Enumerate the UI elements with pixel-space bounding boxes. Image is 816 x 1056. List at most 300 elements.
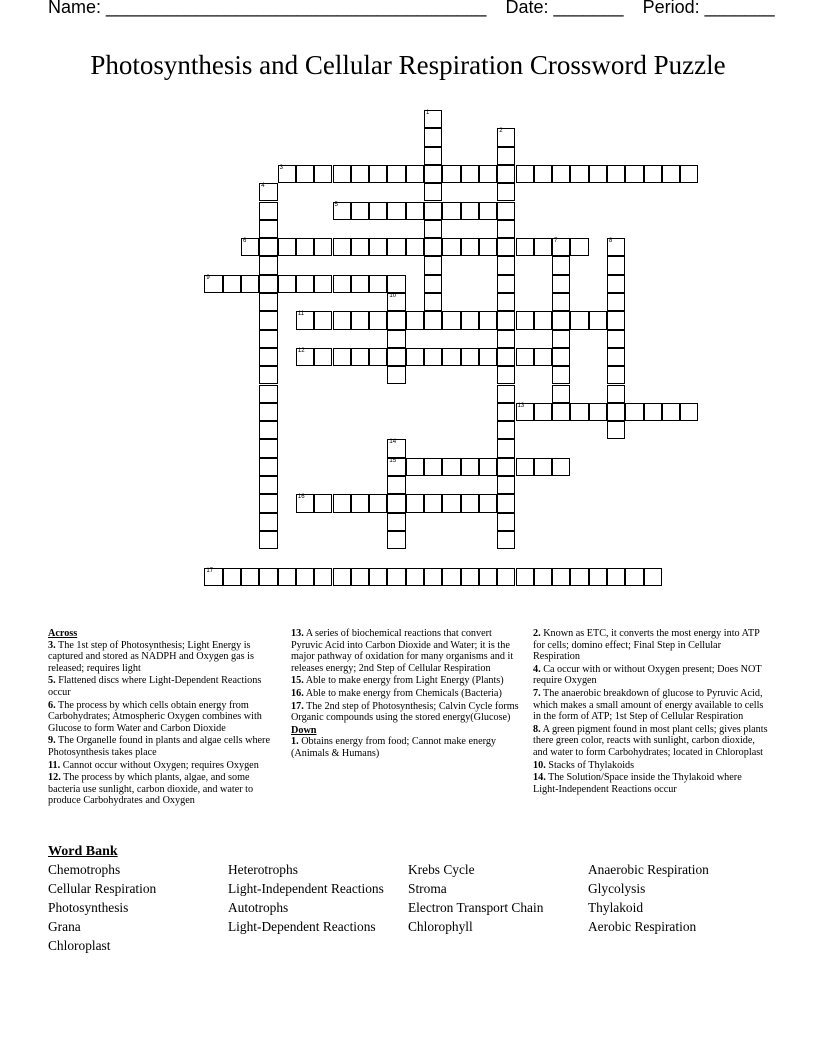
crossword-cell[interactable] bbox=[442, 568, 460, 586]
crossword-cell[interactable] bbox=[259, 202, 277, 220]
clue-number: 11 bbox=[297, 311, 305, 318]
crossword-cell[interactable] bbox=[333, 275, 351, 293]
crossword-cell[interactable] bbox=[570, 403, 588, 421]
word-bank-item: Glycolysis bbox=[588, 881, 646, 896]
crossword-cell[interactable] bbox=[424, 311, 442, 329]
crossword-cell[interactable] bbox=[552, 238, 570, 256]
clue-number: 7 bbox=[554, 238, 558, 245]
crossword-cell[interactable] bbox=[333, 202, 351, 220]
word-bank-item: Light-Independent Reactions bbox=[228, 881, 384, 896]
word-bank-item: Krebs Cycle bbox=[408, 862, 475, 877]
crossword-cell[interactable] bbox=[442, 494, 460, 512]
crossword-cell[interactable] bbox=[259, 238, 277, 256]
crossword-cell[interactable] bbox=[296, 568, 314, 586]
word-bank-item: Cellular Respiration bbox=[48, 881, 157, 896]
crossword-cell[interactable] bbox=[607, 275, 625, 293]
crossword-cell[interactable] bbox=[570, 568, 588, 586]
crossword-cell[interactable] bbox=[497, 147, 515, 165]
crossword-cell[interactable] bbox=[534, 568, 552, 586]
clue-number-label: 13. bbox=[291, 628, 304, 639]
clue-number-label: 16. bbox=[291, 687, 304, 699]
crossword-cell[interactable] bbox=[333, 238, 351, 256]
crossword-cell[interactable] bbox=[333, 311, 351, 329]
crossword-cell[interactable] bbox=[497, 421, 515, 439]
crossword-cell[interactable] bbox=[406, 165, 424, 183]
clue-item bbox=[48, 700, 282, 735]
crossword-cell[interactable] bbox=[552, 256, 570, 274]
crossword-cell[interactable] bbox=[424, 147, 442, 165]
clue-number: 10 bbox=[389, 293, 397, 299]
crossword-cell[interactable] bbox=[534, 165, 552, 183]
crossword-cell[interactable] bbox=[589, 311, 607, 329]
date-field-label[interactable]: Date: _______ bbox=[505, 0, 624, 17]
clue-number: 3 bbox=[279, 164, 283, 171]
crossword-cell[interactable] bbox=[406, 568, 424, 586]
clue-number-label: 12. bbox=[48, 772, 61, 784]
crossword-cell[interactable] bbox=[552, 403, 570, 421]
crossword-cell[interactable] bbox=[497, 183, 515, 201]
clue-item bbox=[533, 760, 769, 772]
crossword-cell[interactable] bbox=[570, 165, 588, 183]
clue-text: The 2nd step of Photosynthesis; Calvin Cycle forms Organic compounds using the stored energy(Glucose) bbox=[291, 700, 519, 724]
crossword-cell[interactable] bbox=[314, 568, 332, 586]
crossword-cell[interactable] bbox=[607, 330, 625, 348]
crossword-cell[interactable] bbox=[662, 403, 680, 421]
crossword-cell[interactable] bbox=[479, 202, 497, 220]
crossword-cell[interactable] bbox=[442, 458, 460, 476]
crossword-cell[interactable] bbox=[351, 238, 369, 256]
crossword-cell[interactable] bbox=[516, 348, 534, 366]
crossword-cell[interactable] bbox=[314, 494, 332, 512]
crossword-cell[interactable] bbox=[589, 403, 607, 421]
clues-column-2 bbox=[291, 628, 523, 761]
word-bank-item: Aerobic Respiration bbox=[588, 919, 697, 934]
name-field-label[interactable]: Name: ______________________________________ bbox=[48, 0, 487, 17]
crossword-cell[interactable] bbox=[296, 165, 314, 183]
crossword-cell[interactable] bbox=[259, 568, 277, 586]
crossword-cell[interactable] bbox=[259, 348, 277, 366]
clue-item bbox=[48, 760, 282, 772]
crossword-cell[interactable] bbox=[351, 348, 369, 366]
crossword-cell[interactable] bbox=[369, 202, 387, 220]
clue-item bbox=[291, 701, 523, 724]
crossword-cell[interactable] bbox=[387, 330, 405, 348]
crossword-cell[interactable] bbox=[552, 366, 570, 384]
crossword-cell[interactable] bbox=[296, 238, 314, 256]
crossword-cell[interactable] bbox=[497, 348, 515, 366]
crossword-cell[interactable] bbox=[497, 238, 515, 256]
crossword-cell[interactable] bbox=[479, 311, 497, 329]
crossword-cell[interactable] bbox=[497, 330, 515, 348]
crossword-cell[interactable] bbox=[424, 494, 442, 512]
clue-item bbox=[48, 735, 282, 758]
crossword-cell[interactable] bbox=[516, 458, 534, 476]
crossword-cell[interactable] bbox=[424, 110, 442, 128]
crossword-cell[interactable] bbox=[552, 385, 570, 403]
crossword-cell[interactable] bbox=[424, 202, 442, 220]
crossword-cell[interactable] bbox=[534, 403, 552, 421]
crossword-cell[interactable] bbox=[497, 128, 515, 146]
clue-text: Able to make energy from Chemicals (Bacteria) bbox=[303, 687, 502, 699]
crossword-cell[interactable] bbox=[424, 348, 442, 366]
crossword-cell[interactable] bbox=[497, 311, 515, 329]
clue-text: Known as ETC, it converts the most energy into ATP for cells; domino effect; Final Step in Cellular Respiration bbox=[533, 628, 760, 663]
clue-item bbox=[291, 688, 523, 700]
crossword-cell[interactable] bbox=[278, 568, 296, 586]
crossword-cell[interactable] bbox=[387, 366, 405, 384]
crossword-cell[interactable] bbox=[552, 311, 570, 329]
clue-item bbox=[48, 640, 282, 675]
clue-item bbox=[291, 675, 523, 687]
crossword-cell[interactable] bbox=[351, 202, 369, 220]
crossword-cell[interactable] bbox=[259, 531, 277, 549]
crossword-cell[interactable] bbox=[607, 568, 625, 586]
word-bank-title: Word Bank bbox=[48, 844, 118, 859]
crossword-cell[interactable] bbox=[387, 275, 405, 293]
crossword-cell[interactable] bbox=[333, 494, 351, 512]
clue-number-label: 2. bbox=[533, 628, 541, 639]
crossword-cell[interactable] bbox=[625, 165, 643, 183]
clue-item bbox=[48, 772, 282, 807]
clue-number-label: 7. bbox=[533, 687, 541, 699]
clue-text: A series of biochemical reactions that convert Pyruvic Acid into Carbon Dioxide and Water; it is the major pathway of oxidation for many organisms and it releases energy; 2nd Step of Cellular Respiration bbox=[291, 628, 514, 674]
crossword-cell[interactable] bbox=[241, 238, 259, 256]
crossword-cell[interactable] bbox=[461, 494, 479, 512]
clue-item bbox=[533, 688, 769, 723]
crossword-cell[interactable] bbox=[406, 238, 424, 256]
crossword-cell[interactable] bbox=[314, 165, 332, 183]
crossword-cell[interactable] bbox=[497, 256, 515, 274]
crossword-cell[interactable] bbox=[351, 494, 369, 512]
clue-item bbox=[291, 628, 523, 674]
crossword-cell[interactable] bbox=[387, 348, 405, 366]
crossword-cell[interactable] bbox=[259, 311, 277, 329]
crossword-cell[interactable] bbox=[259, 439, 277, 457]
crossword-cell[interactable] bbox=[607, 366, 625, 384]
crossword-cell[interactable] bbox=[461, 348, 479, 366]
crossword-cell[interactable] bbox=[259, 476, 277, 494]
crossword-cell[interactable] bbox=[314, 275, 332, 293]
crossword-cell[interactable] bbox=[534, 238, 552, 256]
across-clues-list bbox=[48, 640, 282, 807]
crossword-cell[interactable] bbox=[387, 476, 405, 494]
crossword-cell[interactable] bbox=[387, 202, 405, 220]
clue-number: 15 bbox=[389, 457, 397, 464]
crossword-cell[interactable] bbox=[259, 513, 277, 531]
crossword-cell[interactable] bbox=[552, 458, 570, 476]
crossword-cell[interactable] bbox=[442, 202, 460, 220]
crossword-cell[interactable] bbox=[497, 403, 515, 421]
crossword-cell[interactable] bbox=[406, 458, 424, 476]
crossword-cell[interactable] bbox=[314, 311, 332, 329]
clue-text: Able to make energy from Light Energy (Plants) bbox=[303, 675, 504, 687]
period-field-label[interactable]: Period: _______ bbox=[642, 0, 775, 17]
clue-item bbox=[533, 664, 769, 687]
crossword-cell[interactable] bbox=[497, 494, 515, 512]
crossword-cell[interactable] bbox=[607, 403, 625, 421]
clue-item bbox=[291, 736, 523, 759]
crossword-cell[interactable] bbox=[259, 458, 277, 476]
crossword-cell[interactable] bbox=[442, 165, 460, 183]
crossword-cell[interactable] bbox=[607, 293, 625, 311]
down-clues-list-continued bbox=[533, 628, 769, 795]
crossword-cell[interactable] bbox=[497, 458, 515, 476]
crossword-cell[interactable] bbox=[497, 165, 515, 183]
crossword-cell[interactable] bbox=[241, 568, 259, 586]
crossword-cell[interactable] bbox=[570, 238, 588, 256]
crossword-cell[interactable] bbox=[552, 293, 570, 311]
clue-text: Cannot occur without Oxygen; requires Oxygen bbox=[60, 759, 259, 771]
crossword-cell[interactable] bbox=[259, 421, 277, 439]
clue-number: 16 bbox=[297, 494, 305, 501]
clue-number-label: 11. bbox=[48, 759, 61, 771]
crossword-cell[interactable] bbox=[387, 494, 405, 512]
crossword-cell[interactable] bbox=[406, 202, 424, 220]
clue-item bbox=[533, 772, 769, 795]
clue-number: 4 bbox=[261, 183, 265, 190]
crossword-cell[interactable] bbox=[424, 220, 442, 238]
word-bank-item: Chlorophyll bbox=[408, 919, 473, 934]
crossword-cell[interactable] bbox=[351, 275, 369, 293]
crossword-cell[interactable] bbox=[259, 494, 277, 512]
crossword-cell[interactable] bbox=[461, 311, 479, 329]
crossword-cell[interactable] bbox=[442, 311, 460, 329]
crossword-cell[interactable] bbox=[259, 385, 277, 403]
clue-number: 17 bbox=[206, 567, 214, 574]
crossword-cell[interactable] bbox=[406, 348, 424, 366]
crossword-cell[interactable] bbox=[442, 348, 460, 366]
clue-text: The 1st step of Photosynthesis; Light Energy is captured and stored as NADPH and Oxygen gas is released; requires light bbox=[48, 639, 254, 674]
crossword-cell[interactable] bbox=[497, 385, 515, 403]
crossword-cell[interactable] bbox=[424, 238, 442, 256]
clues-column-3 bbox=[533, 628, 769, 796]
crossword-cell[interactable] bbox=[534, 458, 552, 476]
crossword-cell[interactable] bbox=[552, 275, 570, 293]
crossword-cell[interactable] bbox=[387, 238, 405, 256]
crossword-cell[interactable] bbox=[644, 165, 662, 183]
clue-number-label: 6. bbox=[48, 699, 56, 711]
word-bank-item: Anaerobic Respiration bbox=[588, 862, 709, 877]
crossword-cell[interactable] bbox=[479, 568, 497, 586]
clue-number-label: 15. bbox=[291, 675, 304, 687]
crossword-cell[interactable] bbox=[424, 183, 442, 201]
crossword-cell[interactable] bbox=[278, 238, 296, 256]
crossword-cell[interactable] bbox=[406, 494, 424, 512]
crossword-cell[interactable] bbox=[241, 275, 259, 293]
word-bank-item: Light-Dependent Reactions bbox=[228, 919, 376, 934]
crossword-cell[interactable] bbox=[296, 275, 314, 293]
clue-number: 5 bbox=[334, 201, 338, 208]
crossword-cell[interactable] bbox=[369, 348, 387, 366]
across-clues-list-continued bbox=[291, 628, 523, 724]
clue-number: 1 bbox=[426, 110, 430, 116]
crossword-cell[interactable] bbox=[424, 275, 442, 293]
word-bank-item: Photosynthesis bbox=[48, 900, 129, 915]
crossword-cell[interactable] bbox=[296, 311, 314, 329]
crossword-cell[interactable] bbox=[589, 165, 607, 183]
clue-number-label: 5. bbox=[48, 675, 56, 687]
crossword-cell[interactable] bbox=[497, 220, 515, 238]
word-bank-item: Electron Transport Chain bbox=[408, 900, 544, 915]
crossword-cell[interactable] bbox=[424, 293, 442, 311]
crossword-cell[interactable] bbox=[644, 403, 662, 421]
crossword-cell[interactable] bbox=[259, 256, 277, 274]
crossword-cell[interactable] bbox=[607, 385, 625, 403]
crossword-cell[interactable] bbox=[497, 275, 515, 293]
crossword-cell[interactable] bbox=[625, 403, 643, 421]
crossword-cell[interactable] bbox=[351, 165, 369, 183]
clue-text: The anaerobic breakdown of glucose to Pyruvic Acid, which makes a small amount of energy available to cells in the form of ATP; 1st Step of Cellular Respiration bbox=[533, 687, 764, 723]
crossword-cell[interactable] bbox=[680, 165, 698, 183]
word-bank-item: Heterotrophs bbox=[228, 862, 298, 877]
crossword-cell[interactable] bbox=[479, 238, 497, 256]
crossword-cell[interactable] bbox=[552, 165, 570, 183]
crossword-cell[interactable] bbox=[680, 403, 698, 421]
crossword-cell[interactable] bbox=[625, 568, 643, 586]
clue-number-label: 1. bbox=[291, 736, 299, 748]
crossword-cell[interactable] bbox=[589, 568, 607, 586]
crossword-cell[interactable] bbox=[369, 311, 387, 329]
crossword-cell[interactable] bbox=[259, 293, 277, 311]
crossword-cell[interactable] bbox=[406, 311, 424, 329]
crossword-cell[interactable] bbox=[552, 348, 570, 366]
crossword-cell[interactable] bbox=[607, 311, 625, 329]
crossword-cell[interactable] bbox=[369, 494, 387, 512]
crossword-cell[interactable] bbox=[369, 238, 387, 256]
crossword-cell[interactable] bbox=[369, 275, 387, 293]
crossword-cell[interactable] bbox=[607, 421, 625, 439]
crossword-cell[interactable] bbox=[278, 275, 296, 293]
crossword-cell[interactable] bbox=[479, 348, 497, 366]
crossword-cell[interactable] bbox=[607, 348, 625, 366]
crossword-cell[interactable] bbox=[552, 330, 570, 348]
crossword-cell[interactable] bbox=[314, 238, 332, 256]
page-title: Photosynthesis and Cellular Respiration Crossword Puzzle bbox=[90, 50, 726, 80]
crossword-cell[interactable] bbox=[259, 220, 277, 238]
crossword-cell[interactable] bbox=[259, 183, 277, 201]
crossword-cell[interactable] bbox=[424, 568, 442, 586]
crossword-cell[interactable] bbox=[424, 458, 442, 476]
crossword-cell[interactable] bbox=[204, 275, 222, 293]
clue-number-label: 3. bbox=[48, 639, 56, 651]
crossword-cell[interactable] bbox=[607, 256, 625, 274]
crossword-cell[interactable] bbox=[479, 494, 497, 512]
crossword-cell[interactable] bbox=[369, 568, 387, 586]
crossword-cell[interactable] bbox=[351, 568, 369, 586]
crossword-cell[interactable] bbox=[424, 256, 442, 274]
clue-text: A green pigment found in most plant cells; gives plants there green color, reacts with sunlight, carbon dioxide, and water to form Carbohydrates; located in Chloroplast bbox=[533, 723, 768, 758]
down-clues-list bbox=[291, 736, 523, 759]
crossword-cell[interactable] bbox=[387, 568, 405, 586]
crossword-cell[interactable] bbox=[259, 403, 277, 421]
clue-number-label: 14. bbox=[533, 772, 546, 784]
crossword-cell[interactable] bbox=[333, 165, 351, 183]
crossword-cell[interactable] bbox=[278, 165, 296, 183]
crossword-cell[interactable] bbox=[570, 311, 588, 329]
crossword-cell[interactable] bbox=[387, 458, 405, 476]
crossword-cell[interactable] bbox=[479, 458, 497, 476]
crossword-cell[interactable] bbox=[461, 202, 479, 220]
crossword-cell[interactable] bbox=[333, 568, 351, 586]
crossword-cell[interactable] bbox=[479, 165, 497, 183]
crossword-cell[interactable] bbox=[461, 568, 479, 586]
down-heading: Down bbox=[291, 724, 317, 736]
crossword-cell[interactable] bbox=[497, 531, 515, 549]
crossword-cell[interactable] bbox=[516, 403, 534, 421]
crossword-cell[interactable] bbox=[369, 165, 387, 183]
crossword-cell[interactable] bbox=[461, 165, 479, 183]
crossword-cell[interactable] bbox=[607, 165, 625, 183]
crossword-cell[interactable] bbox=[461, 458, 479, 476]
crossword-cell[interactable] bbox=[223, 568, 241, 586]
crossword-cell[interactable] bbox=[204, 568, 222, 586]
crossword-cell[interactable] bbox=[442, 238, 460, 256]
crossword-cell[interactable] bbox=[516, 568, 534, 586]
crossword-cell[interactable] bbox=[644, 568, 662, 586]
crossword-cell[interactable] bbox=[259, 330, 277, 348]
crossword-cell[interactable] bbox=[424, 128, 442, 146]
crossword-cell[interactable] bbox=[534, 348, 552, 366]
crossword-cell[interactable] bbox=[497, 513, 515, 531]
clue-number-label: 9. bbox=[48, 735, 56, 747]
crossword-cell[interactable] bbox=[223, 275, 241, 293]
crossword-cell[interactable] bbox=[387, 513, 405, 531]
crossword-cell[interactable] bbox=[662, 165, 680, 183]
crossword-cell[interactable] bbox=[296, 494, 314, 512]
clue-text: The process by which plants, algae, and some bacteria use sunlight, carbon dioxide, and water to produce Carbohydrates and Oxygen bbox=[48, 772, 254, 807]
crossword-cell[interactable] bbox=[516, 238, 534, 256]
crossword-cell[interactable] bbox=[333, 348, 351, 366]
crossword-cell[interactable] bbox=[516, 165, 534, 183]
crossword-cell[interactable] bbox=[296, 348, 314, 366]
clue-text: Obtains energy from food; Cannot make energy (Animals & Humans) bbox=[291, 736, 497, 759]
crossword-cell[interactable] bbox=[387, 165, 405, 183]
crossword-cell[interactable] bbox=[497, 293, 515, 311]
crossword-cell[interactable] bbox=[351, 311, 369, 329]
word-bank-item: Grana bbox=[48, 919, 81, 934]
clue-item bbox=[533, 628, 769, 663]
clue-text: Stacks of Thylakoids bbox=[545, 759, 635, 771]
crossword-cell[interactable] bbox=[387, 531, 405, 549]
crossword-cell[interactable] bbox=[534, 311, 552, 329]
crossword-cell[interactable] bbox=[607, 238, 625, 256]
clue-number: 6 bbox=[243, 238, 247, 245]
crossword-cell[interactable] bbox=[259, 366, 277, 384]
crossword-cell[interactable] bbox=[387, 293, 405, 311]
word-bank-item: Thylakoid bbox=[588, 900, 644, 915]
clue-number: 2 bbox=[499, 128, 503, 135]
clue-number-label: 8. bbox=[533, 723, 541, 735]
word-bank-item: Autotrophs bbox=[228, 900, 289, 915]
word-bank-item: Stroma bbox=[408, 881, 447, 896]
crossword-cell[interactable] bbox=[497, 568, 515, 586]
crossword-cell[interactable] bbox=[497, 202, 515, 220]
crossword-cell[interactable] bbox=[259, 275, 277, 293]
crossword-cell[interactable] bbox=[387, 311, 405, 329]
crossword-cell[interactable] bbox=[424, 165, 442, 183]
clue-item bbox=[533, 724, 769, 759]
crossword-cell[interactable] bbox=[497, 366, 515, 384]
clue-number-label: 17. bbox=[291, 700, 304, 712]
crossword-cell[interactable] bbox=[387, 439, 405, 457]
crossword-cell[interactable] bbox=[552, 568, 570, 586]
crossword-cell[interactable] bbox=[497, 439, 515, 457]
crossword-cell[interactable] bbox=[497, 476, 515, 494]
crossword-cell[interactable] bbox=[516, 311, 534, 329]
across-heading: Across bbox=[48, 628, 78, 639]
crossword-cell[interactable] bbox=[461, 238, 479, 256]
crossword-cell[interactable] bbox=[314, 348, 332, 366]
